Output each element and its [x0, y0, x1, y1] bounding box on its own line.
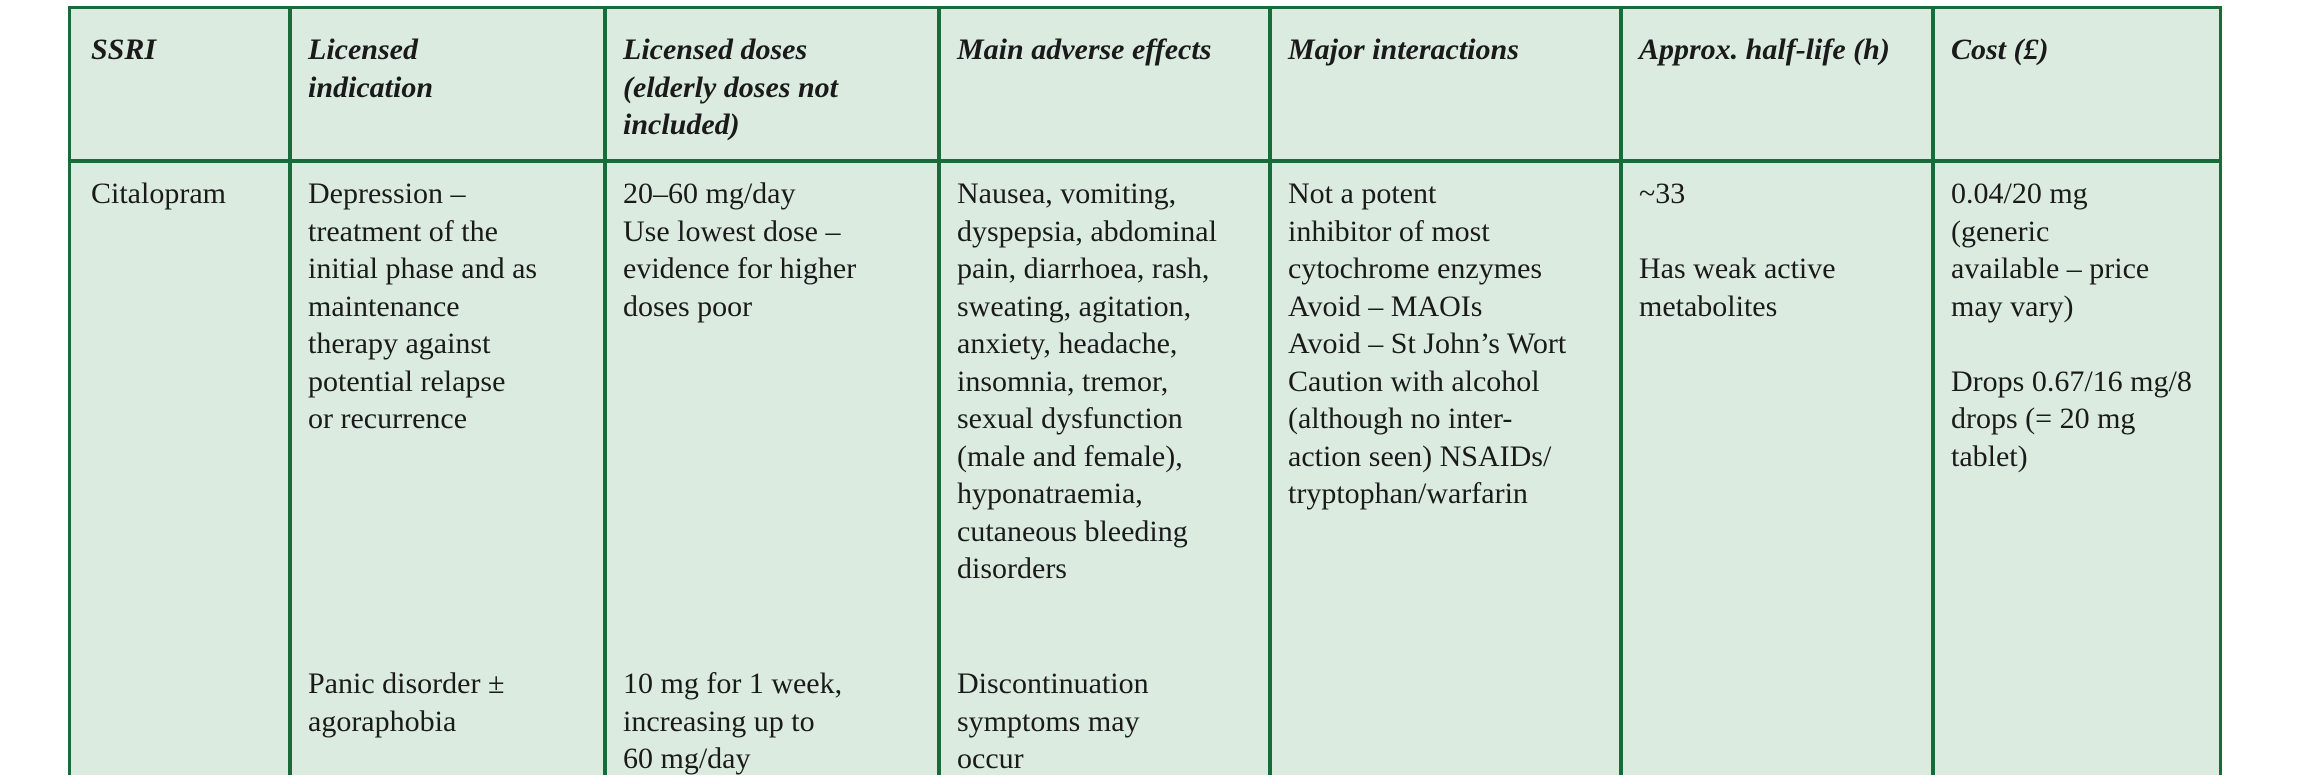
cell-interactions: Not a potent inhibitor of most cytochrome enzymes Avoid – MAOIs Avoid – St John’s Wort Caution with alcohol (although no inter- action seen) NSAIDs/ tryptophan/warfarin: [1288, 177, 1567, 510]
cell-doses: 20–60 mg/day Use lowest dose – evidence for higher doses poor: [623, 177, 857, 323]
cell-adverse-effects: Nausea, vomiting, dyspepsia, abdominal pain, diarrhoea, rash, sweating, agitation, anxiety, headache, insomnia, tremor, sexual dysfunction (male and female), hyponatraemia, cutaneous bleeding disorders: [957, 177, 1217, 585]
header-main-adverse-effects: Main adverse effects: [957, 33, 1212, 66]
column-divider: [1931, 9, 1935, 775]
cell-indication-panic: Panic disorder ± agoraphobia: [308, 667, 505, 738]
cell-cost: 0.04/20 mg (generic available – price may vary) Drops 0.67/16 mg/8 drops (= 20 mg tablet): [1951, 177, 2192, 473]
cell-adverse-panic: Discontinuation symptoms may occur: [957, 667, 1149, 775]
column-divider: [288, 9, 292, 775]
cell-ssri-name: Citalopram: [91, 177, 226, 210]
cell-doses-panic: 10 mg for 1 week, increasing up to 60 mg/day: [623, 667, 843, 775]
cell-indication: Depression – treatment of the initial phase and as maintenance therapy against potential relapse or recurrence: [308, 177, 538, 435]
column-divider: [937, 9, 941, 775]
header-licensed-doses: Licensed doses (elderly doses not included): [623, 33, 838, 141]
ssri-table: [68, 6, 2222, 775]
cell-half-life: ~33 Has weak active metabolites: [1639, 177, 1836, 323]
column-divider: [1619, 9, 1623, 775]
column-divider: [1268, 9, 1272, 775]
header-cost: Cost (£): [1951, 33, 2049, 66]
header-half-life: Approx. half-life (h): [1639, 33, 1890, 66]
header-divider: [71, 159, 2219, 163]
column-divider: [603, 9, 607, 775]
header-licensed-indication: Licensed indication: [308, 33, 434, 104]
header-major-interactions: Major interactions: [1288, 33, 1519, 66]
header-ssri: SSRI: [91, 33, 157, 66]
